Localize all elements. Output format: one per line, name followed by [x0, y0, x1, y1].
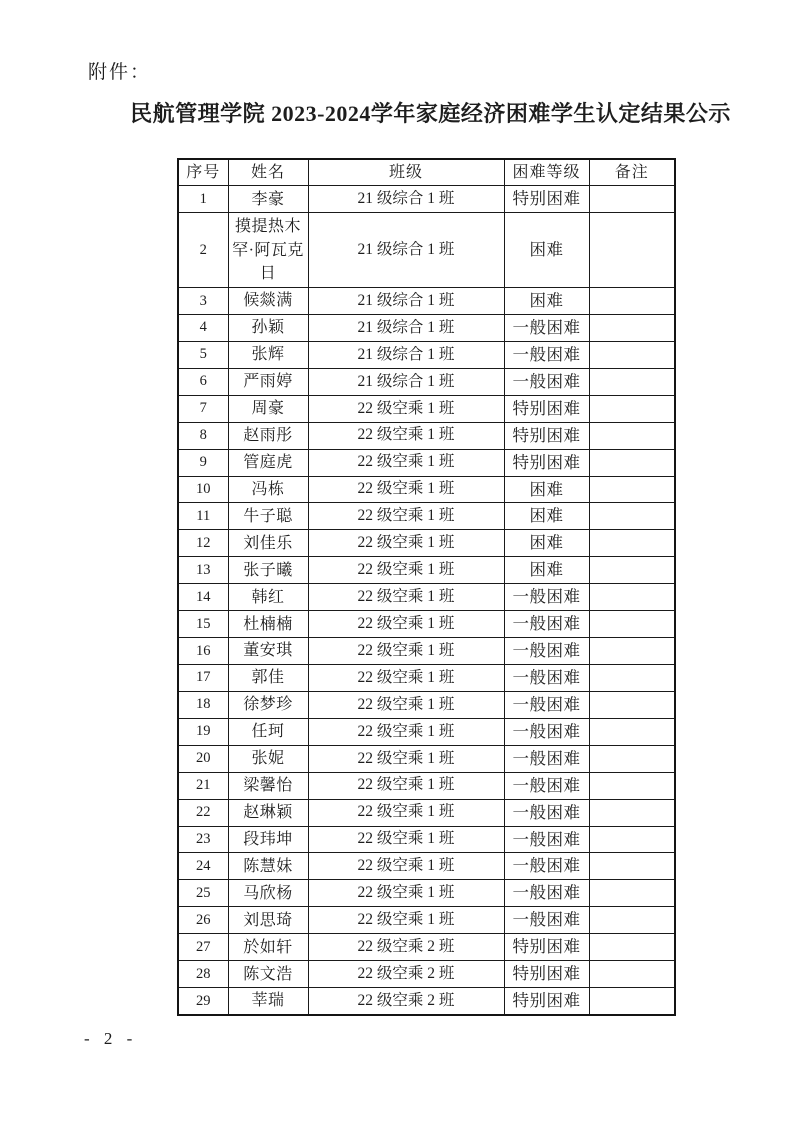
cell-no: 26	[178, 907, 228, 934]
cell-no: 8	[178, 422, 228, 449]
table-row	[178, 611, 675, 638]
cell-name: 张子曦	[228, 557, 308, 584]
cell-level: 特别困难	[504, 961, 589, 988]
cell-level: 一般困难	[504, 341, 589, 368]
cell-remark	[589, 503, 675, 530]
cell-level: 一般困难	[504, 691, 589, 718]
cell-remark	[589, 422, 675, 449]
cell-name: 杜楠楠	[228, 611, 308, 638]
header-level: 困难等级	[504, 159, 589, 186]
cell-level: 困难	[504, 530, 589, 557]
cell-level: 特别困难	[504, 422, 589, 449]
cell-level: 一般困难	[504, 799, 589, 826]
cell-remark	[589, 186, 675, 213]
cell-class: 22 级空乘 1 班	[308, 745, 504, 772]
page-number: - 2 -	[84, 1029, 138, 1048]
cell-no: 29	[178, 988, 228, 1015]
cell-remark	[589, 611, 675, 638]
cell-name: 刘思琦	[228, 907, 308, 934]
cell-level: 特别困难	[504, 186, 589, 213]
cell-no: 28	[178, 961, 228, 988]
cell-name: 马欣杨	[228, 880, 308, 907]
cell-name: 梁馨怡	[228, 772, 308, 799]
cell-no: 21	[178, 772, 228, 799]
cell-no: 14	[178, 584, 228, 611]
table-body	[178, 186, 675, 1015]
cell-level: 特别困难	[504, 449, 589, 476]
table-row	[178, 186, 675, 213]
cell-remark	[589, 934, 675, 961]
cell-class: 22 级空乘 1 班	[308, 503, 504, 530]
cell-remark	[589, 880, 675, 907]
cell-name: 李豪	[228, 186, 308, 213]
table-row	[178, 638, 675, 665]
cell-remark	[589, 638, 675, 665]
cell-class: 21 级综合 1 班	[308, 186, 504, 213]
cell-remark	[589, 213, 675, 288]
header-remark: 备注	[589, 159, 675, 186]
cell-class: 22 级空乘 1 班	[308, 395, 504, 422]
cell-no: 7	[178, 395, 228, 422]
table-row	[178, 799, 675, 826]
cell-level: 一般困难	[504, 665, 589, 692]
table-row	[178, 826, 675, 853]
cell-no: 5	[178, 341, 228, 368]
cell-level: 困难	[504, 213, 589, 288]
cell-remark	[589, 907, 675, 934]
cell-remark	[589, 799, 675, 826]
cell-remark	[589, 368, 675, 395]
table-row	[178, 772, 675, 799]
cell-level: 一般困难	[504, 826, 589, 853]
table-row	[178, 213, 675, 288]
cell-remark	[589, 853, 675, 880]
cell-class: 22 级空乘 1 班	[308, 476, 504, 503]
cell-no: 11	[178, 503, 228, 530]
cell-name: 赵雨彤	[228, 422, 308, 449]
cell-no: 1	[178, 186, 228, 213]
cell-remark	[589, 772, 675, 799]
cell-remark	[589, 530, 675, 557]
cell-no: 12	[178, 530, 228, 557]
table-row	[178, 395, 675, 422]
cell-no: 2	[178, 213, 228, 288]
cell-class: 22 级空乘 1 班	[308, 880, 504, 907]
cell-remark	[589, 288, 675, 315]
cell-level: 困难	[504, 557, 589, 584]
cell-class: 22 级空乘 1 班	[308, 638, 504, 665]
table-row	[178, 665, 675, 692]
cell-no: 15	[178, 611, 228, 638]
cell-level: 困难	[504, 288, 589, 315]
cell-name: 摸提热木罕·阿瓦克日	[228, 213, 308, 288]
cell-class: 22 级空乘 1 班	[308, 718, 504, 745]
table-row	[178, 341, 675, 368]
cell-name: 於如轩	[228, 934, 308, 961]
cell-class: 21 级综合 1 班	[308, 213, 504, 288]
cell-level: 困难	[504, 503, 589, 530]
cell-no: 24	[178, 853, 228, 880]
cell-remark	[589, 745, 675, 772]
cell-class: 22 级空乘 2 班	[308, 988, 504, 1015]
cell-name: 段玮坤	[228, 826, 308, 853]
cell-level: 一般困难	[504, 368, 589, 395]
header-class: 班级	[308, 159, 504, 186]
cell-name: 陈文浩	[228, 961, 308, 988]
cell-class: 22 级空乘 1 班	[308, 907, 504, 934]
cell-no: 20	[178, 745, 228, 772]
table-row	[178, 718, 675, 745]
table-row	[178, 422, 675, 449]
table-row	[178, 880, 675, 907]
cell-name: 牛子聪	[228, 503, 308, 530]
cell-no: 6	[178, 368, 228, 395]
table-row	[178, 961, 675, 988]
table-row	[178, 449, 675, 476]
cell-remark	[589, 395, 675, 422]
cell-remark	[589, 665, 675, 692]
table-row	[178, 557, 675, 584]
cell-level: 一般困难	[504, 315, 589, 342]
cell-class: 21 级综合 1 班	[308, 368, 504, 395]
table-row	[178, 934, 675, 961]
table-row	[178, 288, 675, 315]
cell-name: 管庭虎	[228, 449, 308, 476]
cell-class: 22 级空乘 1 班	[308, 557, 504, 584]
cell-no: 4	[178, 315, 228, 342]
header-name: 姓名	[228, 159, 308, 186]
table-row	[178, 907, 675, 934]
cell-level: 特别困难	[504, 395, 589, 422]
cell-name: 严雨婷	[228, 368, 308, 395]
cell-remark	[589, 718, 675, 745]
cell-level: 一般困难	[504, 772, 589, 799]
cell-level: 一般困难	[504, 880, 589, 907]
table-row	[178, 368, 675, 395]
attachment-label: 附件：	[88, 62, 152, 83]
cell-no: 23	[178, 826, 228, 853]
cell-class: 22 级空乘 1 班	[308, 772, 504, 799]
cell-name: 周豪	[228, 395, 308, 422]
cell-remark	[589, 826, 675, 853]
cell-name: 候燚满	[228, 288, 308, 315]
cell-name: 任珂	[228, 718, 308, 745]
cell-class: 22 级空乘 1 班	[308, 584, 504, 611]
cell-no: 22	[178, 799, 228, 826]
cell-class: 22 级空乘 1 班	[308, 799, 504, 826]
table-row	[178, 853, 675, 880]
cell-no: 25	[178, 880, 228, 907]
cell-no: 19	[178, 718, 228, 745]
cell-name: 张妮	[228, 745, 308, 772]
cell-class: 22 级空乘 1 班	[308, 826, 504, 853]
cell-class: 22 级空乘 1 班	[308, 530, 504, 557]
cell-level: 一般困难	[504, 718, 589, 745]
table-row	[178, 584, 675, 611]
cell-name: 张辉	[228, 341, 308, 368]
cell-name: 孙颖	[228, 315, 308, 342]
cell-remark	[589, 449, 675, 476]
cell-name: 徐梦珍	[228, 691, 308, 718]
cell-class: 21 级综合 1 班	[308, 341, 504, 368]
cell-class: 21 级综合 1 班	[308, 315, 504, 342]
table-row	[178, 503, 675, 530]
cell-level: 一般困难	[504, 853, 589, 880]
cell-class: 21 级综合 1 班	[308, 288, 504, 315]
cell-remark	[589, 961, 675, 988]
header-no: 序号	[178, 159, 228, 186]
cell-no: 13	[178, 557, 228, 584]
page-title: 民航管理学院 2023-2024学年家庭经济困难学生认定结果公示	[130, 101, 731, 126]
cell-level: 一般困难	[504, 611, 589, 638]
cell-name: 莘瑞	[228, 988, 308, 1015]
cell-no: 3	[178, 288, 228, 315]
cell-class: 22 级空乘 1 班	[308, 665, 504, 692]
cell-name: 郭佳	[228, 665, 308, 692]
cell-name: 韩红	[228, 584, 308, 611]
cell-name: 陈慧妹	[228, 853, 308, 880]
cell-remark	[589, 341, 675, 368]
cell-class: 22 级空乘 1 班	[308, 422, 504, 449]
cell-remark	[589, 691, 675, 718]
cell-class: 22 级空乘 1 班	[308, 449, 504, 476]
table-row	[178, 691, 675, 718]
table-row	[178, 315, 675, 342]
cell-remark	[589, 315, 675, 342]
cell-remark	[589, 988, 675, 1015]
cell-name: 刘佳乐	[228, 530, 308, 557]
cell-level: 特别困难	[504, 934, 589, 961]
table-row	[178, 476, 675, 503]
cell-class: 22 级空乘 1 班	[308, 611, 504, 638]
table-row	[178, 988, 675, 1015]
cell-level: 特别困难	[504, 988, 589, 1015]
table-header-row	[178, 159, 675, 186]
cell-level: 一般困难	[504, 745, 589, 772]
cell-class: 22 级空乘 1 班	[308, 691, 504, 718]
cell-no: 27	[178, 934, 228, 961]
cell-level: 一般困难	[504, 638, 589, 665]
cell-no: 10	[178, 476, 228, 503]
cell-class: 22 级空乘 2 班	[308, 934, 504, 961]
results-table	[177, 158, 676, 1016]
cell-remark	[589, 476, 675, 503]
cell-no: 16	[178, 638, 228, 665]
table-row	[178, 745, 675, 772]
cell-class: 22 级空乘 2 班	[308, 961, 504, 988]
cell-name: 董安琪	[228, 638, 308, 665]
cell-name: 冯栋	[228, 476, 308, 503]
cell-no: 17	[178, 665, 228, 692]
cell-level: 一般困难	[504, 584, 589, 611]
cell-level: 一般困难	[504, 907, 589, 934]
cell-remark	[589, 584, 675, 611]
cell-class: 22 级空乘 1 班	[308, 853, 504, 880]
cell-remark	[589, 557, 675, 584]
cell-no: 18	[178, 691, 228, 718]
cell-no: 9	[178, 449, 228, 476]
table-row	[178, 530, 675, 557]
cell-level: 困难	[504, 476, 589, 503]
cell-name: 赵琳颖	[228, 799, 308, 826]
